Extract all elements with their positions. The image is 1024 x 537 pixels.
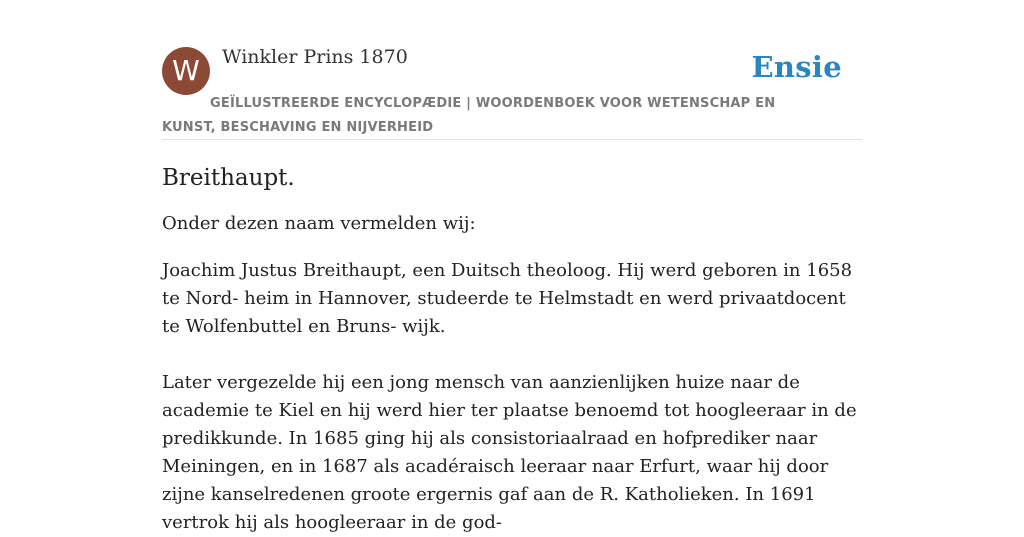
source-avatar[interactable]: W xyxy=(162,47,210,95)
article xyxy=(162,160,862,537)
source-title[interactable]: Winkler Prins 1870 xyxy=(222,46,408,68)
header xyxy=(162,46,862,140)
source-subtitle: GEÏLLUSTREERDE ENCYCLOPÆDIE | WOORDENBOEK VOOR WETENSCHAP EN KUNST, BESCHAVING EN NIJVERHEID xyxy=(162,96,776,135)
article-title: Breithaupt. xyxy=(162,165,295,191)
ensie-logo[interactable]: Ensie xyxy=(751,50,842,84)
article-paragraph: Joachim Justus Breithaupt, een Duitsch theoloog. Hij werd geboren in 1658 te Nord- heim in Hannover, studeerde te Helmstadt en werd privaatdocent te Wolfenbuttel en Bruns- wijk. xyxy=(162,260,853,337)
article-paragraph: Later vergezelde hij een jong mensch van aanzienlijken huize naar de academie te Kiel en hij werd hier ter plaatse benoemd tot hoogleeraar in de predikkunde. In 1685 ging hij als consistoriaalraad en hofprediker naar Meiningen, en in 1687 als acadéraisch leeraar naar Erfurt, waar hij door zijne kanselredenen groote ergernis gaf aan de R. Katholieken. In 1691 vertrok hij als hoogleeraar in de god- xyxy=(162,372,857,533)
article-intro: Onder dezen naam vermelden wij: xyxy=(162,213,476,234)
